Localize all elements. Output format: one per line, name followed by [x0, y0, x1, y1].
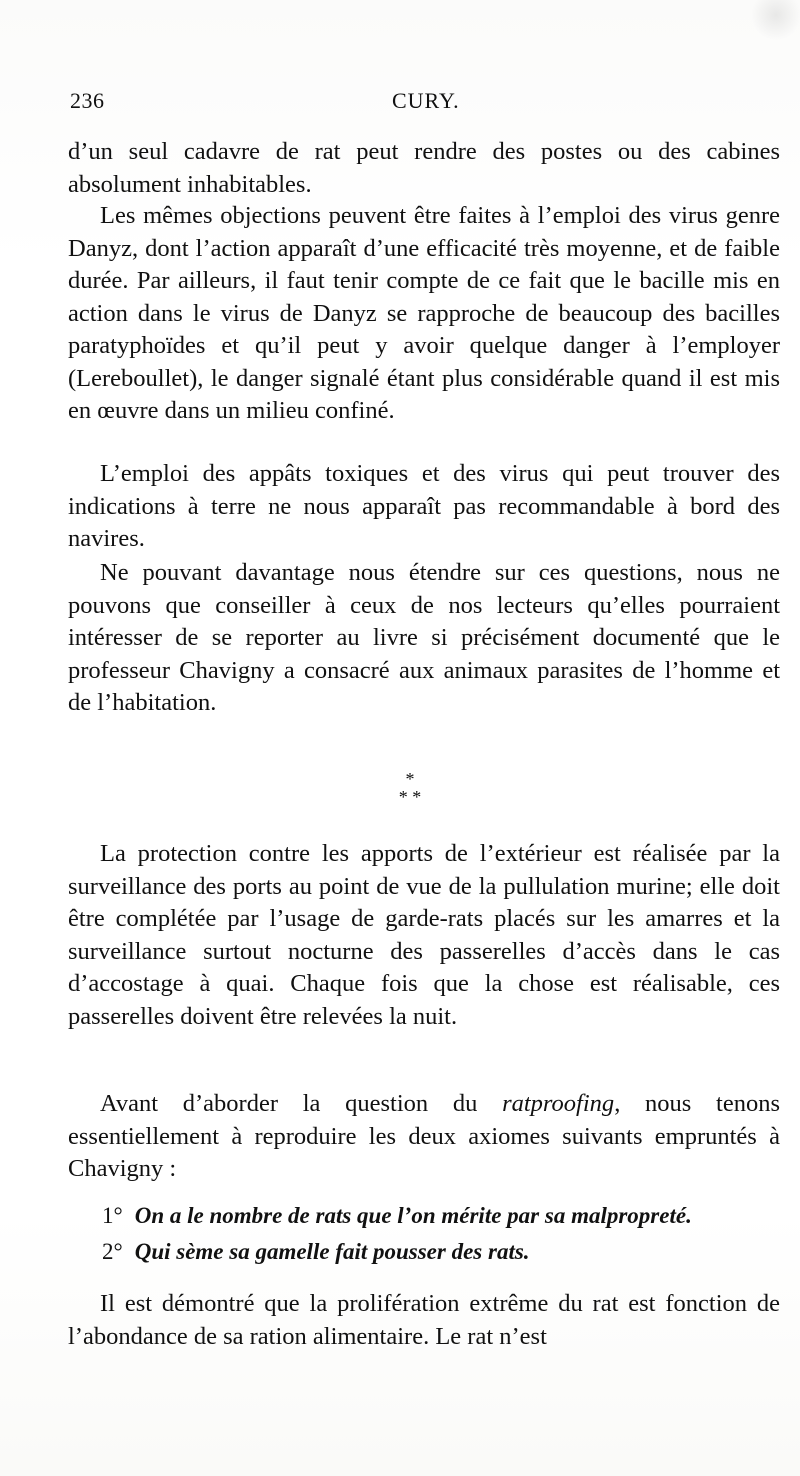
ratproofing-term: ratproofing [502, 1090, 615, 1117]
running-head: CURY. [392, 88, 460, 113]
axiom-2 [102, 1236, 782, 1268]
axiom-number: 1° [102, 1203, 123, 1228]
asterism-top: * [405, 769, 415, 789]
axioms-intro-after: , nous tenons essentiellement à reproduire les deux axiomes suivants empruntés à Chavigny : [68, 1090, 781, 1182]
paragraph-chavigny-reference: Ne pouvant davantage nous étendre sur ces questions, nous ne pouvons que conseiller à ceux de nos lecteurs qu’elles pourraient intéresser de se reporter au livre si précisément documenté que le professeur Chavigny a consacré aux animaux parasites de l’homme et de l’habitation. [68, 559, 780, 716]
page-header [70, 88, 780, 124]
axiom-text: On a le nombre de rats que l’on mérite par sa malpropreté. [134, 1203, 692, 1228]
section-asterism [390, 770, 430, 814]
asterism-bottom: * * [398, 787, 422, 807]
paragraph-protection: La protection contre les apports de l’extérieur est réalisée par la surveillance des ports au point de vue de la pullulation murine; elle doit être complétée par l’usage de garde-rats placés sur les amarres et la surveillance surtout nocturne des passerelles d’accès dans le cas d’accostage à quai. Chaque fois que la chose est réalisable, ces passerelles doivent être relevées la nuit. [68, 840, 780, 1030]
paragraph-axioms-intro [68, 1088, 780, 1186]
axiom-number: 2° [102, 1239, 123, 1264]
paragraph-toxic-baits: L’emploi des appâts toxiques et des virus qui peut trouver des indications à terre ne nous apparaît pas recommandable à bord des navires. [68, 460, 780, 552]
page-number: 236 [70, 88, 105, 113]
axiom-1 [102, 1200, 782, 1232]
paragraph-final: Il est démontré que la prolifération extrême du rat est fonction de l’abondance de sa ration alimentaire. Le rat n’est [68, 1290, 780, 1350]
axioms-intro-before: Avant d’aborder la question du [100, 1090, 503, 1117]
paragraph-virus-objections: Les mêmes objections peuvent être faites à l’emploi des virus genre Danyz, dont l’action apparaît d’une efficacité très moyenne, et de faible durée. Par ailleurs, il faut tenir compte de ce fait que le bacille mis en action dans le virus de Danyz se rapproche de beaucoup des bacilles paratyphoïdes et qu’il peut y avoir quelque danger à l’employer (Lereboullet), le danger signalé étant plus considérable quand il est mis en œuvre dans un milieu confiné. [68, 202, 780, 424]
axiom-text: Qui sème sa gamelle fait pousser des rats. [134, 1239, 530, 1264]
paragraph-continuation: d’un seul cadavre de rat peut rendre des postes ou des cabines absolument inhabitables. [68, 138, 780, 198]
scan-speckle [720, 0, 800, 60]
